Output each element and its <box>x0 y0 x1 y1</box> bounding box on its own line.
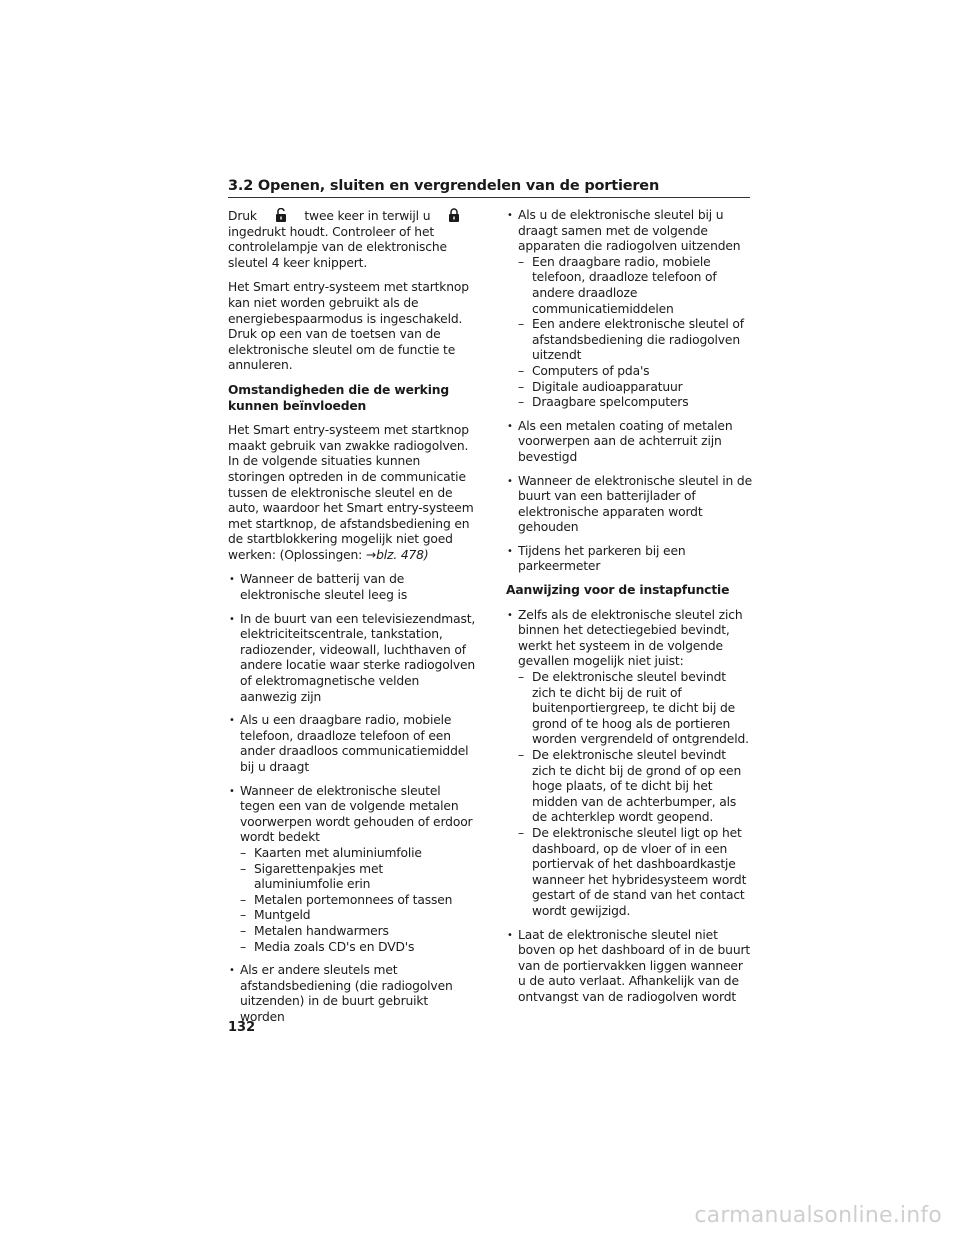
section-header: 3.2 Openen, sluiten en vergrendelen van de portieren <box>228 178 750 198</box>
text-hold: ingedrukt houdt. Controleer of het controlelampje van de elektronische sleutel 4 keer knippert. <box>228 224 447 270</box>
right-bullet-list-2 <box>506 608 752 1006</box>
cases-sublist <box>518 670 752 920</box>
sub-list-item: – De elektronische sleutel bevindt zich te dicht bij de ruit of buitenportiergreep, te dicht bij de grond of te hoog als de portieren worden vergrendeld of ontgrendeld. <box>518 670 752 748</box>
text-twice: twee keer in terwijl u <box>304 209 431 223</box>
right-column <box>506 208 752 1014</box>
list-item: • Wanneer de batterij van de elektronische sleutel leeg is <box>228 572 476 603</box>
sub-list-item: – Sigarettenpakjes met aluminiumfolie erin <box>240 862 476 893</box>
sub-list-item: – Computers of pda's <box>518 364 752 380</box>
sub-list-item: – De elektronische sleutel bevindt zich te dicht bij de grond of op een hoge plaats, of te dicht bij het midden van de achterbumper, als de achterklep wordt geopend. <box>518 748 752 826</box>
watermark: carmanualsonline.info <box>694 1203 942 1228</box>
list-item: • Als u de elektronische sleutel bij u draagt samen met de volgende apparaten die radiogolven uitzenden – Een draagbare radio, mobiele telefoon, draadloze telefoon of andere draadloze communicatiemiddelen – Een andere elektronische sleutel of afstandsbediening die radiogolven uitzendt – Computers of pda's – Digitale audioapparatuur – Draagbare spelcomputers <box>506 208 752 411</box>
sub-list-item: – Een andere elektronische sleutel of afstandsbediening die radiogolven uitzendt <box>518 317 752 364</box>
sub-list-item: – Draagbare spelcomputers <box>518 395 752 411</box>
sub-list-item: – Media zoals CD's en DVD's <box>240 940 476 956</box>
list-item: • Laat de elektronische sleutel niet boven op het dashboard of in de buurt van de portiervakken liggen wanneer u de auto verlaat. Afhankelijk van de ontvangst van de radiogolven wordt <box>506 928 752 1006</box>
list-item: • Wanneer de elektronische sleutel in de buurt van een batterijlader of elektronische apparaten wordt gehouden <box>506 474 752 536</box>
sub-list-item: – Een draagbare radio, mobiele telefoon, draadloze telefoon of andere draadloze communicatiemiddelen <box>518 255 752 317</box>
list-item: • Tijdens het parkeren bij een parkeermeter <box>506 544 752 575</box>
paragraph-press-buttons <box>228 208 476 271</box>
sub-list-item: – Digitale audioapparatuur <box>518 380 752 396</box>
text-press: Druk <box>228 209 257 223</box>
left-bullet-list <box>228 572 476 1025</box>
list-item: • Als er andere sleutels met afstandsbediening (die radiogolven uitzenden) in de buurt gebruikt worden <box>228 963 476 1025</box>
heading-entry-note: Aanwijzing voor de instapfunctie <box>506 583 730 598</box>
sub-list-item: – Kaarten met aluminiumfolie <box>240 846 476 862</box>
right-bullet-list-1 <box>506 208 752 575</box>
page-number: 132 <box>228 1020 256 1035</box>
sub-list-item: – Metalen handwarmers <box>240 924 476 940</box>
lock-icon <box>448 208 460 222</box>
list-item: • Zelfs als de elektronische sleutel zich binnen het detectiegebied bevindt, werkt het systeem in de volgende gevallen mogelijk niet juist: – De elektronische sleutel bevindt zich te dicht bij de ruit of buitenportiergreep, te dicht bij de grond of te hoog als de portieren worden vergrendeld of ontgrendeld. – De elektronische sleutel bevindt zich te dicht bij de grond of op een hoge plaats, of te dicht bij het midden van de achterbumper, als de achterklep wordt geopend. – De elektronische sleutel ligt op het dashboard, op de vloer of in een portiervak of het dashboardkastje wanneer het hybridesysteem wordt gestart of de stand van het contact wordt gewijzigd. <box>506 608 752 920</box>
list-item: • Als een metalen coating of metalen voorwerpen aan de achterruit zijn bevestigd <box>506 419 752 466</box>
page-reference-link[interactable]: →blz. 478) <box>365 547 429 562</box>
left-column <box>228 208 476 1034</box>
list-item: • In de buurt van een televisiezendmast, elektriciteitscentrale, tankstation, radiozender, videowall, luchthaven of andere locatie waar sterke radiogolven of elektromagnetische velden aanwezig zijn <box>228 612 476 706</box>
metal-objects-sublist <box>240 846 476 955</box>
sub-list-item: – Metalen portemonnees of tassen <box>240 893 476 909</box>
sub-list-item: – Muntgeld <box>240 908 476 924</box>
paragraph-radio-waves: Het Smart entry-systeem met startknop maakt gebruik van zwakke radiogolven. In de volgende situaties kunnen storingen optreden in de communicatie tussen de elektronische sleutel en de auto, waardoor het Smart entry-systeem met startknop, de afstandsbediening en de startblokkering mogelijk niet goed werken: (Oplossingen: →blz. 478) <box>228 423 474 562</box>
list-item: • Wanneer de elektronische sleutel tegen een van de volgende metalen voorwerpen wordt gehouden of erdoor wordt bedekt – Kaarten met aluminiumfolie – Sigarettenpakjes met aluminiumfolie erin – Metalen portemonnees of tassen – Muntgeld – Metalen handwarmers – Media zoals CD's en DVD's <box>228 784 476 956</box>
devices-sublist <box>518 255 752 411</box>
heading-circumstances: Omstandigheden die de werking kunnen beïnvloeden <box>228 382 450 413</box>
sub-list-item: – De elektronische sleutel ligt op het dashboard, op de vloer of in een portiervak of het dashboardkastje wanneer het hybridesysteem wordt gestart of de stand van het contact wordt gewijzigd. <box>518 826 752 920</box>
list-item: • Als u een draagbare radio, mobiele telefoon, draadloze telefoon of een ander draadloos communicatiemiddel bij u draagt <box>228 713 476 775</box>
unlock-icon <box>275 208 287 222</box>
paragraph-energy-mode: Het Smart entry-systeem met startknop kan niet worden gebruikt als de energiebespaarmodus is ingeschakeld. Druk op een van de toetsen van de elektronische sleutel om de functie te annuleren. <box>228 280 469 373</box>
